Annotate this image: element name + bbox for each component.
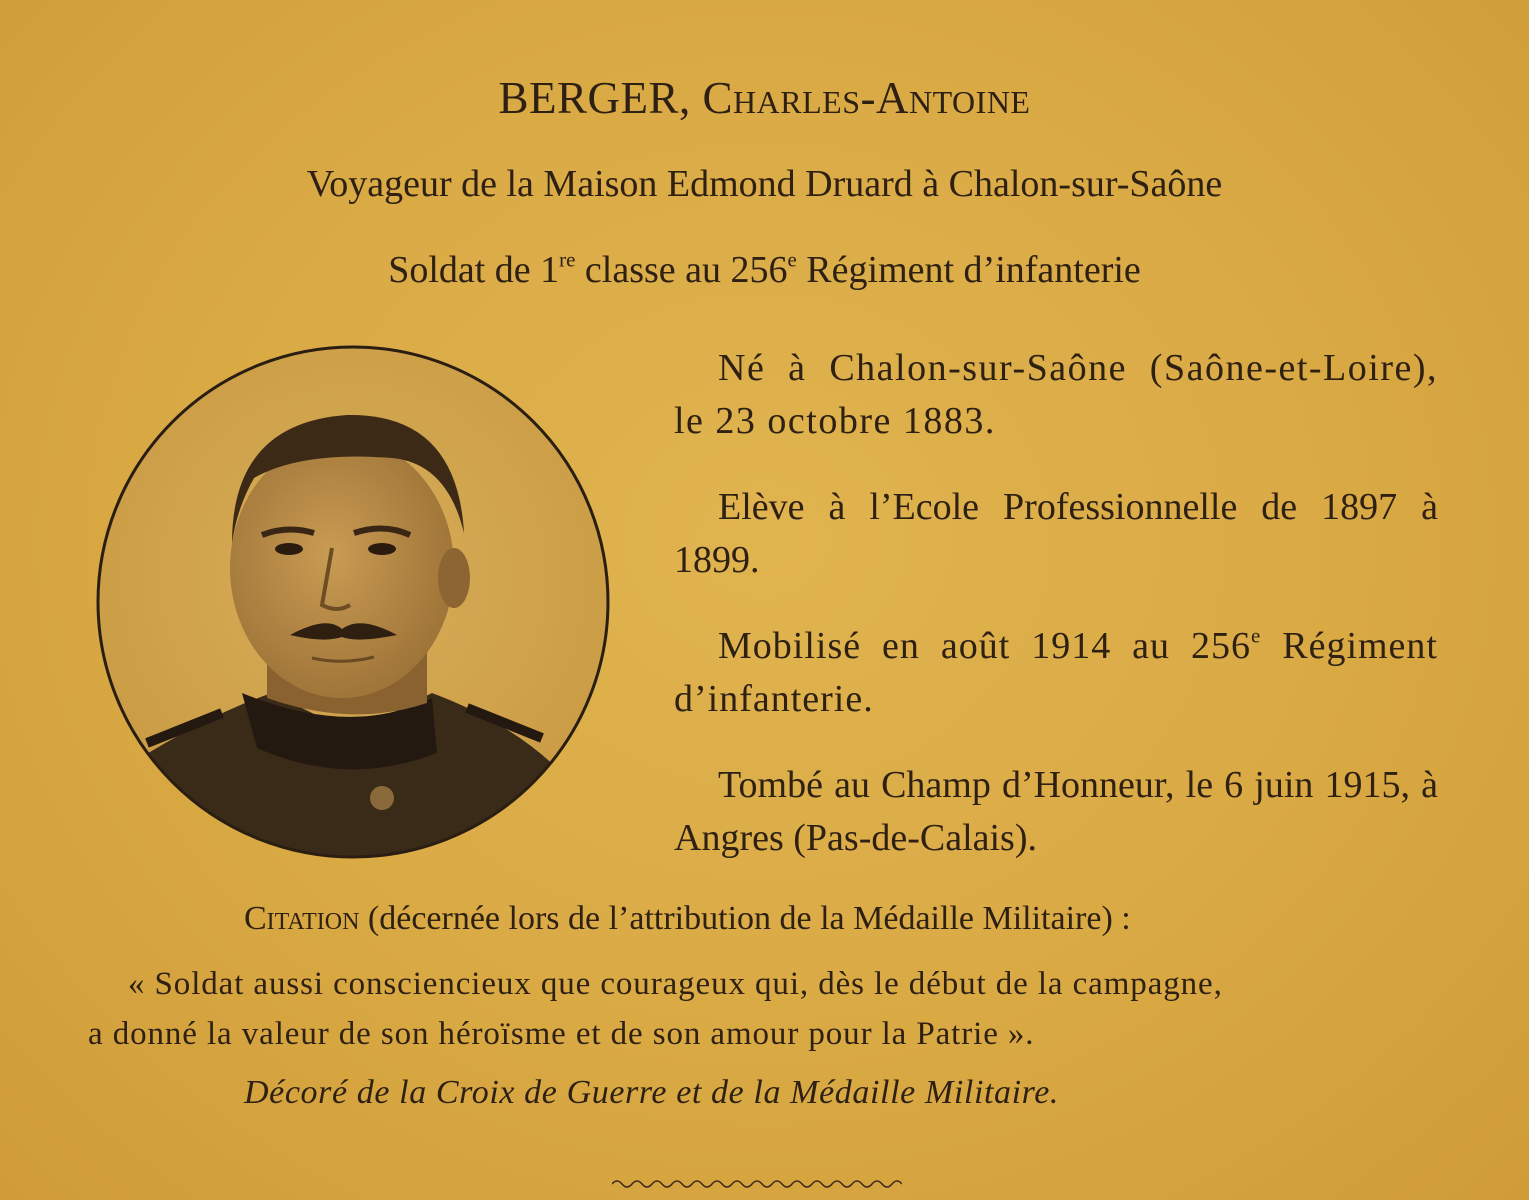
rank-middle: classe au 256 (575, 249, 788, 291)
mobilization-paragraph (674, 620, 1438, 726)
rank-line (0, 248, 1529, 292)
rank-prefix: Soldat de 1 (388, 249, 560, 291)
citation-quote-line-2: a donné la valeur de son héroïsme et de son amour pour la Patrie ». (88, 1016, 1035, 1052)
rank-suffix: Régiment d’infanterie (796, 249, 1141, 291)
rank-superscript: re (559, 247, 576, 272)
citation-heading (244, 900, 1131, 938)
soldier-portrait-photo (92, 343, 614, 861)
birth-paragraph: Né à Chalon-sur-Saône (Saône-et-Loire), le 23 octobre 1883. (674, 347, 1438, 442)
citation-quote-line-1: « Soldat aussi consciencieux que courageux qui, dès le début de la campagne, (128, 966, 1223, 1002)
regiment-superscript: e (787, 247, 797, 272)
surname: BERGER, (498, 73, 691, 123)
school-paragraph: Elève à l’Ecole Professionnelle de 1897 à 1899. (674, 486, 1438, 581)
given-names: Charles-Antoine (702, 73, 1031, 123)
mobilization-text: Mobilisé en août 1914 au 256 (718, 625, 1251, 667)
occupation-line: Voyageur de la Maison Edmond Druard à Chalon-sur-Saône (306, 163, 1223, 205)
decoration-line: Décoré de la Croix de Guerre et de la Médaille Militaire. (244, 1074, 1060, 1111)
page-title (0, 72, 1529, 124)
citation-label: Citation (244, 900, 360, 937)
mobilization-text-end: Régiment d’infanterie. (674, 625, 1438, 720)
mobilization-superscript: e (1251, 623, 1262, 648)
wavy-ornament-divider (612, 1178, 902, 1190)
citation-context: (décernée lors de l’attribution de la Médaille Militaire) : (359, 900, 1131, 937)
death-paragraph: Tombé au Champ d’Honneur, le 6 juin 1915, à Angres (Pas-de-Calais). (674, 764, 1438, 859)
